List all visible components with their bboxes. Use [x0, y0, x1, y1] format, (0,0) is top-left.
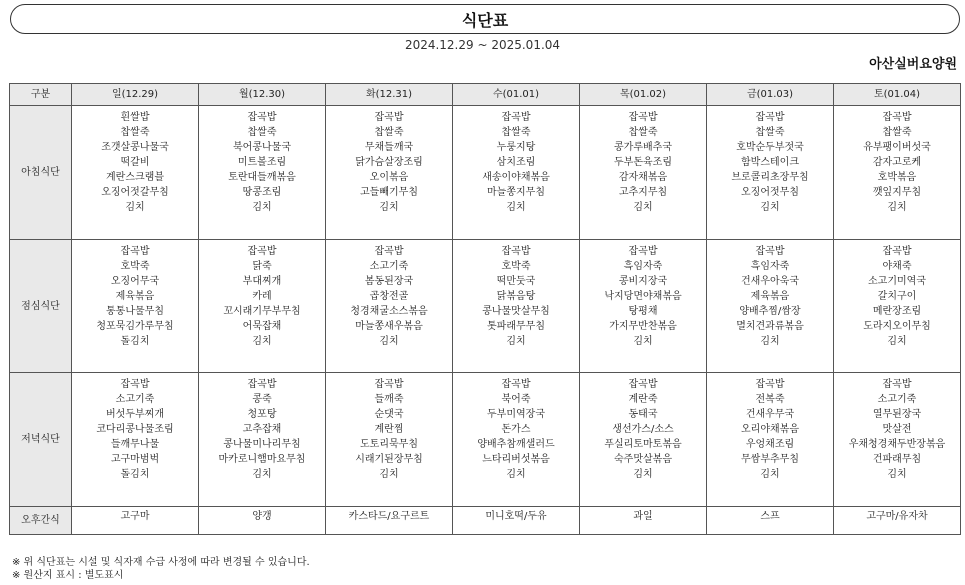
menu-cell [453, 106, 580, 240]
menu-item: 코다리콩나물조림 [96, 424, 174, 435]
menu-item: 흑임자죽 [750, 261, 790, 272]
menu-item: 순댓국 [374, 409, 404, 420]
menu-item: 누룽지탕 [496, 142, 536, 153]
menu-item: 잡곡밥 [755, 112, 785, 123]
menu-item: 김치 [252, 469, 272, 480]
menu-item: 느타리버섯볶음 [482, 454, 550, 465]
menu-item: 우엉채조림 [745, 439, 795, 450]
menu-item: 김치 [506, 336, 526, 347]
menu-item: 카스타드/요구르트 [348, 511, 430, 522]
menu-item: 소고기미역국 [868, 276, 926, 287]
menu-item: 잡곡밥 [628, 246, 658, 257]
menu-cell [834, 507, 961, 535]
menu-item: 잡곡밥 [628, 379, 658, 390]
menu-item: 건파래무침 [872, 454, 922, 465]
menu-cell [72, 106, 199, 240]
day-header: 수(01.01) [453, 84, 580, 106]
menu-cell [326, 373, 453, 507]
menu-item: 곱창전골 [369, 291, 409, 302]
menu-item: 잡곡밥 [628, 112, 658, 123]
menu-item: 호박순두부젓국 [736, 142, 804, 153]
menu-item: 조갯살콩나물국 [101, 142, 169, 153]
menu-item: 마카로니햄마요무침 [218, 454, 306, 465]
menu-cell [326, 106, 453, 240]
menu-item: 톳파래무무침 [487, 321, 545, 332]
note-origin: ※ 원산지 표시 : 별도표시 [12, 570, 124, 581]
menu-cell [72, 240, 199, 373]
header-row [10, 84, 961, 106]
menu-item: 스프 [760, 511, 780, 522]
menu-item: 잡곡밥 [374, 379, 404, 390]
menu-item: 버섯두부찌개 [106, 409, 164, 420]
menu-item: 통통나물무침 [106, 306, 164, 317]
menu-item: 생선가스/소스 [612, 424, 674, 435]
menu-item: 함박스테이크 [741, 157, 799, 168]
menu-item: 브로콜리초장무침 [731, 172, 809, 183]
menu-item: 가지무반찬볶음 [609, 321, 677, 332]
page-title-text: 식단표 [461, 10, 509, 30]
menu-item: 김치 [506, 202, 526, 213]
menu-item: 계란스크램블 [106, 172, 164, 183]
menu-item: 마늘쫑지무침 [487, 187, 545, 198]
meal-row-lunch [10, 240, 961, 373]
menu-item: 잡곡밥 [501, 112, 531, 123]
menu-item: 고구마범벅 [110, 454, 160, 465]
menu-item: 닭볶음탕 [496, 291, 536, 302]
menu-item: 봄동된장국 [364, 276, 414, 287]
menu-item: 건새우아욱국 [741, 276, 799, 287]
menu-item: 오징어젓갈무침 [101, 187, 169, 198]
menu-item: 잡곡밥 [501, 379, 531, 390]
menu-item: 호박죽 [501, 261, 531, 272]
menu-item: 메란장조림 [872, 306, 922, 317]
menu-cell [834, 240, 961, 373]
menu-item: 떡갈비 [120, 157, 150, 168]
menu-item: 야채죽 [882, 261, 912, 272]
menu-item: 김치 [252, 202, 272, 213]
menu-item: 청경채굴소스볶음 [350, 306, 428, 317]
menu-item: 양갱 [252, 511, 272, 522]
menu-cell [72, 507, 199, 535]
menu-item: 어묵잡채 [242, 321, 282, 332]
menu-cell [199, 373, 326, 507]
menu-item: 김치 [760, 202, 780, 213]
menu-item: 청포탕 [247, 409, 277, 420]
menu-item: 북어죽 [501, 394, 531, 405]
menu-item: 낙지당면야채볶음 [604, 291, 682, 302]
menu-item: 미니호떡/두유 [485, 511, 547, 522]
menu-item: 제육볶음 [750, 291, 790, 302]
menu-item: 건새우무국 [745, 409, 795, 420]
menu-item: 들깨무나물 [110, 439, 160, 450]
menu-item: 토란대들깨볶음 [228, 172, 296, 183]
menu-item: 탕평채 [628, 306, 658, 317]
menu-item: 흑임자죽 [623, 261, 663, 272]
menu-item: 찹쌀죽 [501, 127, 531, 138]
menu-item: 김치 [252, 336, 272, 347]
menu-item: 숙주맛살볶음 [614, 454, 672, 465]
menu-item: 콩죽 [252, 394, 272, 405]
menu-item: 김치 [506, 469, 526, 480]
menu-cell [580, 106, 707, 240]
menu-item: 돌김치 [120, 469, 150, 480]
menu-cell [707, 106, 834, 240]
menu-item: 새송이야채볶음 [482, 172, 550, 183]
menu-item: 찹쌀죽 [120, 127, 150, 138]
menu-table [9, 83, 961, 535]
date-range: 2024.12.29 ~ 2025.01.04 [404, 38, 561, 52]
menu-item: 계란찜 [374, 424, 404, 435]
menu-item: 멸치견과류볶음 [736, 321, 804, 332]
menu-item: 잡곡밥 [247, 246, 277, 257]
meal-row-dinner [10, 373, 961, 507]
menu-item: 고추잡채 [242, 424, 282, 435]
menu-cell [707, 373, 834, 507]
menu-item: 감자채볶음 [618, 172, 668, 183]
menu-cell [580, 373, 707, 507]
menu-item: 흰쌀밥 [120, 112, 150, 123]
menu-item: 잡곡밥 [882, 246, 912, 257]
menu-item: 호박죽 [120, 261, 150, 272]
menu-item: 소고기죽 [115, 394, 155, 405]
meal-label: 점심식단 [10, 240, 72, 373]
day-header: 목(01.02) [580, 84, 707, 106]
menu-item: 계란죽 [628, 394, 658, 405]
menu-item: 콩비지장국 [618, 276, 668, 287]
meal-row-snack [10, 507, 961, 535]
menu-item: 청포묵김가루무침 [96, 321, 174, 332]
notes [12, 556, 310, 582]
menu-cell [326, 507, 453, 535]
day-header: 월(12.30) [199, 84, 326, 106]
menu-item: 고구마 [120, 511, 150, 522]
menu-item: 떡만둣국 [496, 276, 536, 287]
menu-item: 도토리묵무침 [360, 439, 418, 450]
menu-cell [453, 373, 580, 507]
menu-item: 소고기죽 [877, 394, 917, 405]
menu-item: 돈가스 [501, 424, 531, 435]
note-change: ※ 위 식단표는 시설 및 식자재 수급 사정에 따라 변경될 수 있습니다. [12, 557, 310, 568]
day-header: 화(12.31) [326, 84, 453, 106]
menu-item: 맛살전 [882, 424, 912, 435]
facility-name: 아산실버요양원 [869, 57, 957, 72]
menu-item: 호박볶음 [877, 172, 917, 183]
menu-item: 두부미역장국 [487, 409, 545, 420]
menu-item: 잡곡밥 [120, 379, 150, 390]
menu-item: 닭죽 [252, 261, 272, 272]
menu-item: 도라지오이무침 [863, 321, 931, 332]
menu-item: 김치 [633, 469, 653, 480]
menu-item: 김치 [125, 202, 145, 213]
menu-item: 잡곡밥 [501, 246, 531, 257]
menu-cell [199, 507, 326, 535]
menu-item: 잡곡밥 [374, 112, 404, 123]
menu-item: 무쌈부추무침 [741, 454, 799, 465]
menu-item: 무채들깨국 [364, 142, 414, 153]
menu-item: 김치 [379, 202, 399, 213]
menu-item: 콩가루배추국 [614, 142, 672, 153]
menu-item: 전복죽 [755, 394, 785, 405]
menu-item: 제육볶음 [115, 291, 155, 302]
menu-item: 오징어젓무침 [741, 187, 799, 198]
menu-item: 땅콩조림 [242, 187, 282, 198]
menu-item: 닭가슴살장조림 [355, 157, 423, 168]
menu-item: 김치 [633, 202, 653, 213]
menu-item: 삼치조림 [496, 157, 536, 168]
menu-item: 부대찌개 [242, 276, 282, 287]
menu-item: 고들빼기무침 [360, 187, 418, 198]
menu-item: 찹쌀죽 [755, 127, 785, 138]
menu-item: 잡곡밥 [755, 379, 785, 390]
menu-item: 김치 [633, 336, 653, 347]
menu-item: 김치 [379, 336, 399, 347]
menu-item: 잡곡밥 [882, 379, 912, 390]
menu-item: 들깨죽 [374, 394, 404, 405]
menu-cell [834, 106, 961, 240]
menu-item: 동태국 [628, 409, 658, 420]
menu-item: 과일 [633, 511, 653, 522]
menu-item: 소고기죽 [369, 261, 409, 272]
meal-row-breakfast [10, 106, 961, 240]
menu-item: 우채청경채두반장볶음 [848, 439, 946, 450]
menu-item: 김치 [379, 469, 399, 480]
menu-item: 푸실리토마토볶음 [604, 439, 682, 450]
menu-item: 김치 [887, 469, 907, 480]
menu-item: 찹쌀죽 [882, 127, 912, 138]
menu-cell [580, 507, 707, 535]
menu-item: 양배추찜/쌈장 [739, 306, 801, 317]
day-header: 토(01.04) [834, 84, 961, 106]
meal-label: 아침식단 [10, 106, 72, 240]
menu-cell [453, 507, 580, 535]
menu-item: 고구마/유자차 [866, 511, 928, 522]
menu-item: 두부돈육조림 [614, 157, 672, 168]
menu-cell [834, 373, 961, 507]
menu-item: 갈치구이 [877, 291, 917, 302]
menu-item: 오징어무국 [110, 276, 160, 287]
menu-item: 콩나물미나리무침 [223, 439, 301, 450]
page-title [10, 4, 960, 34]
menu-item: 잡곡밥 [247, 112, 277, 123]
menu-item: 잡곡밥 [374, 246, 404, 257]
menu-item: 찹쌀죽 [247, 127, 277, 138]
menu-item: 돌김치 [120, 336, 150, 347]
menu-cell [453, 240, 580, 373]
menu-item: 양배추참깨샐러드 [477, 439, 555, 450]
menu-item: 잡곡밥 [120, 246, 150, 257]
menu-cell [72, 373, 199, 507]
menu-item: 김치 [887, 336, 907, 347]
menu-cell [199, 240, 326, 373]
menu-item: 김치 [760, 469, 780, 480]
menu-item: 잡곡밥 [247, 379, 277, 390]
menu-item: 카레 [252, 291, 272, 302]
menu-cell [580, 240, 707, 373]
menu-cell [199, 106, 326, 240]
menu-item: 미트볼조림 [237, 157, 287, 168]
menu-cell [707, 507, 834, 535]
menu-item: 잡곡밥 [882, 112, 912, 123]
menu-item: 열무된장국 [872, 409, 922, 420]
menu-cell [707, 240, 834, 373]
corner-cell: 구분 [10, 84, 72, 106]
day-header: 금(01.03) [707, 84, 834, 106]
menu-item: 감자고로케 [872, 157, 922, 168]
menu-item: 북어콩나물국 [233, 142, 291, 153]
menu-item: 오이볶음 [369, 172, 409, 183]
menu-item: 찹쌀죽 [628, 127, 658, 138]
menu-item: 유부팽이버섯국 [863, 142, 931, 153]
day-header: 일(12.29) [72, 84, 199, 106]
menu-item: 콩나물맛살무침 [482, 306, 550, 317]
meal-label: 오후간식 [10, 507, 72, 535]
menu-item: 깻잎지무침 [872, 187, 922, 198]
menu-item: 김치 [887, 202, 907, 213]
menu-item: 찹쌀죽 [374, 127, 404, 138]
menu-cell [326, 240, 453, 373]
menu-item: 시래기된장무침 [355, 454, 423, 465]
menu-item: 오리야채볶음 [741, 424, 799, 435]
menu-item: 김치 [760, 336, 780, 347]
menu-item: 꼬시래기무부무침 [223, 306, 301, 317]
menu-item: 마늘쫑새우볶음 [355, 321, 423, 332]
menu-item: 잡곡밥 [755, 246, 785, 257]
menu-item: 고추지무침 [618, 187, 668, 198]
meal-label: 저녁식단 [10, 373, 72, 507]
